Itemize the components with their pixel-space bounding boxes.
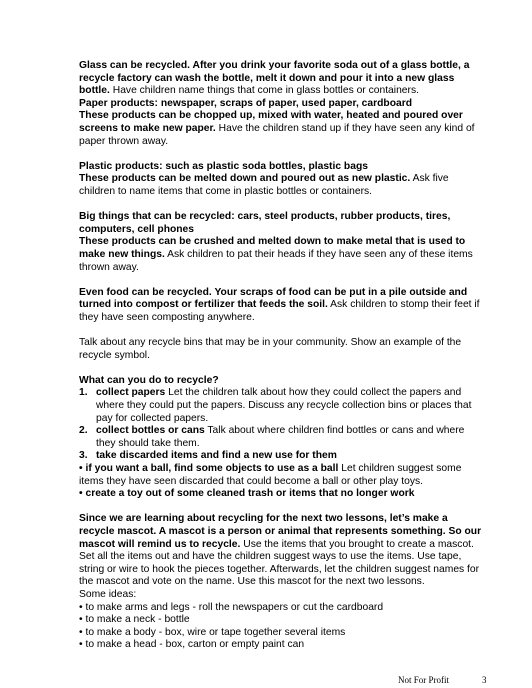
paper-heading: Paper products: newspaper, scraps of paper, used paper, cardboard — [79, 97, 413, 109]
steps-list — [79, 387, 485, 463]
idea-item: • to make a body - box, wire or tape together several items — [79, 626, 346, 638]
food-bold-text: Even food can be recycled. Your scraps of food can be put in a pile outside and turned into compost or fertilizer that feeds the soil. — [79, 286, 468, 311]
toy-bullet: • create a toy out of some cleaned trash or items that no longer work — [79, 488, 415, 500]
plastic-normal-text: Ask five children to name items that come in plastic bottles or containers. — [79, 173, 449, 197]
plastic-paragraph — [79, 173, 485, 198]
big-normal-text: Ask children to pat their heads if they have seen any of these items thrown away. — [79, 248, 473, 273]
bins-paragraph: Talk about any recycle bins that may be in your community. Show an example of the recycle symbol. — [79, 337, 462, 361]
step-item: 1. collect papers Let the children talk about how they could collect the papers and where they could put the papers. Discuss any recycle collection bins or places that pay for collected papers. — [79, 387, 472, 424]
step-item: 2. collect bottles or cans Talk about where children find bottles or cans and where they should take them. — [79, 425, 465, 449]
glass-normal-text: Have children name things that come in glass bottles or containers. — [109, 85, 419, 97]
plastic-heading: Plastic products: such as plastic soda bottles, plastic bags — [79, 160, 368, 172]
mascot-normal-text: Use the items that you brought to create a mascot. Set all the items out and have the children suggest ways to use the items. Use tape, string or wire to hook the pieces together. Afterwards, let the children suggest names for the mascot and vote on the name. Use this mascot for the next two lessons. — [79, 538, 480, 588]
big-things-paragraph — [79, 236, 485, 274]
idea-item: • to make a neck - bottle — [79, 614, 190, 626]
idea-item: • to make arms and legs - roll the newspapers or cut the cardboard — [79, 601, 384, 613]
food-paragraph — [79, 287, 485, 325]
page-content — [79, 60, 485, 652]
paper-paragraph — [79, 110, 485, 148]
page-number: 3 — [482, 675, 487, 685]
step-number: 1. — [79, 387, 88, 399]
mascot-bold-text: Since we are learning about recycling for the next two lessons, let’s make a recycle mascot. A mascot is a person or animal that represents something. So our mascot will remind us to recycle. — [79, 513, 482, 550]
page-footer — [398, 675, 493, 685]
ideas-label: Some ideas: — [79, 588, 137, 600]
what-heading: What can you do to recycle? — [79, 374, 219, 386]
step-number: 2. — [79, 425, 88, 437]
paper-bold-text: These products can be chopped up, mixed with water, heated and poured over screens to make new paper. — [79, 110, 463, 134]
plastic-bold-text: These products can be melted down and poured out as new plastic. — [79, 173, 411, 185]
ball-bullet: • if you want a ball, find some objects to use as a ball Let children suggest some items they have seen discarded that could become a ball or other play toys. — [79, 463, 462, 487]
mascot-paragraph — [79, 513, 485, 589]
paper-normal-text: Have the children stand up if they have seen any kind of paper thrown away. — [79, 122, 475, 147]
step-number: 3. — [79, 450, 88, 462]
big-bold-text: These products can be crushed and melted down to make metal that is used to make new things. — [79, 236, 466, 260]
food-normal-text: Ask children to stomp their feet if they have seen composting anywhere. — [79, 299, 480, 323]
step-item: 3. take discarded items and find a new use for them — [79, 450, 337, 462]
idea-item: • to make a head - box, carton or empty paint can — [79, 639, 305, 651]
glass-paragraph — [79, 60, 485, 98]
glass-bold-text: Glass can be recycled. After you drink your favorite soda out of a glass bottle, a recycle factory can wash the bottle, melt it down and pour it into a new glass bottle. — [79, 60, 470, 97]
footer-label: Not For Profit — [398, 675, 450, 685]
big-things-heading: Big things that can be recycled: cars, steel products, rubber products, tires, computers, cell phones — [79, 211, 451, 235]
